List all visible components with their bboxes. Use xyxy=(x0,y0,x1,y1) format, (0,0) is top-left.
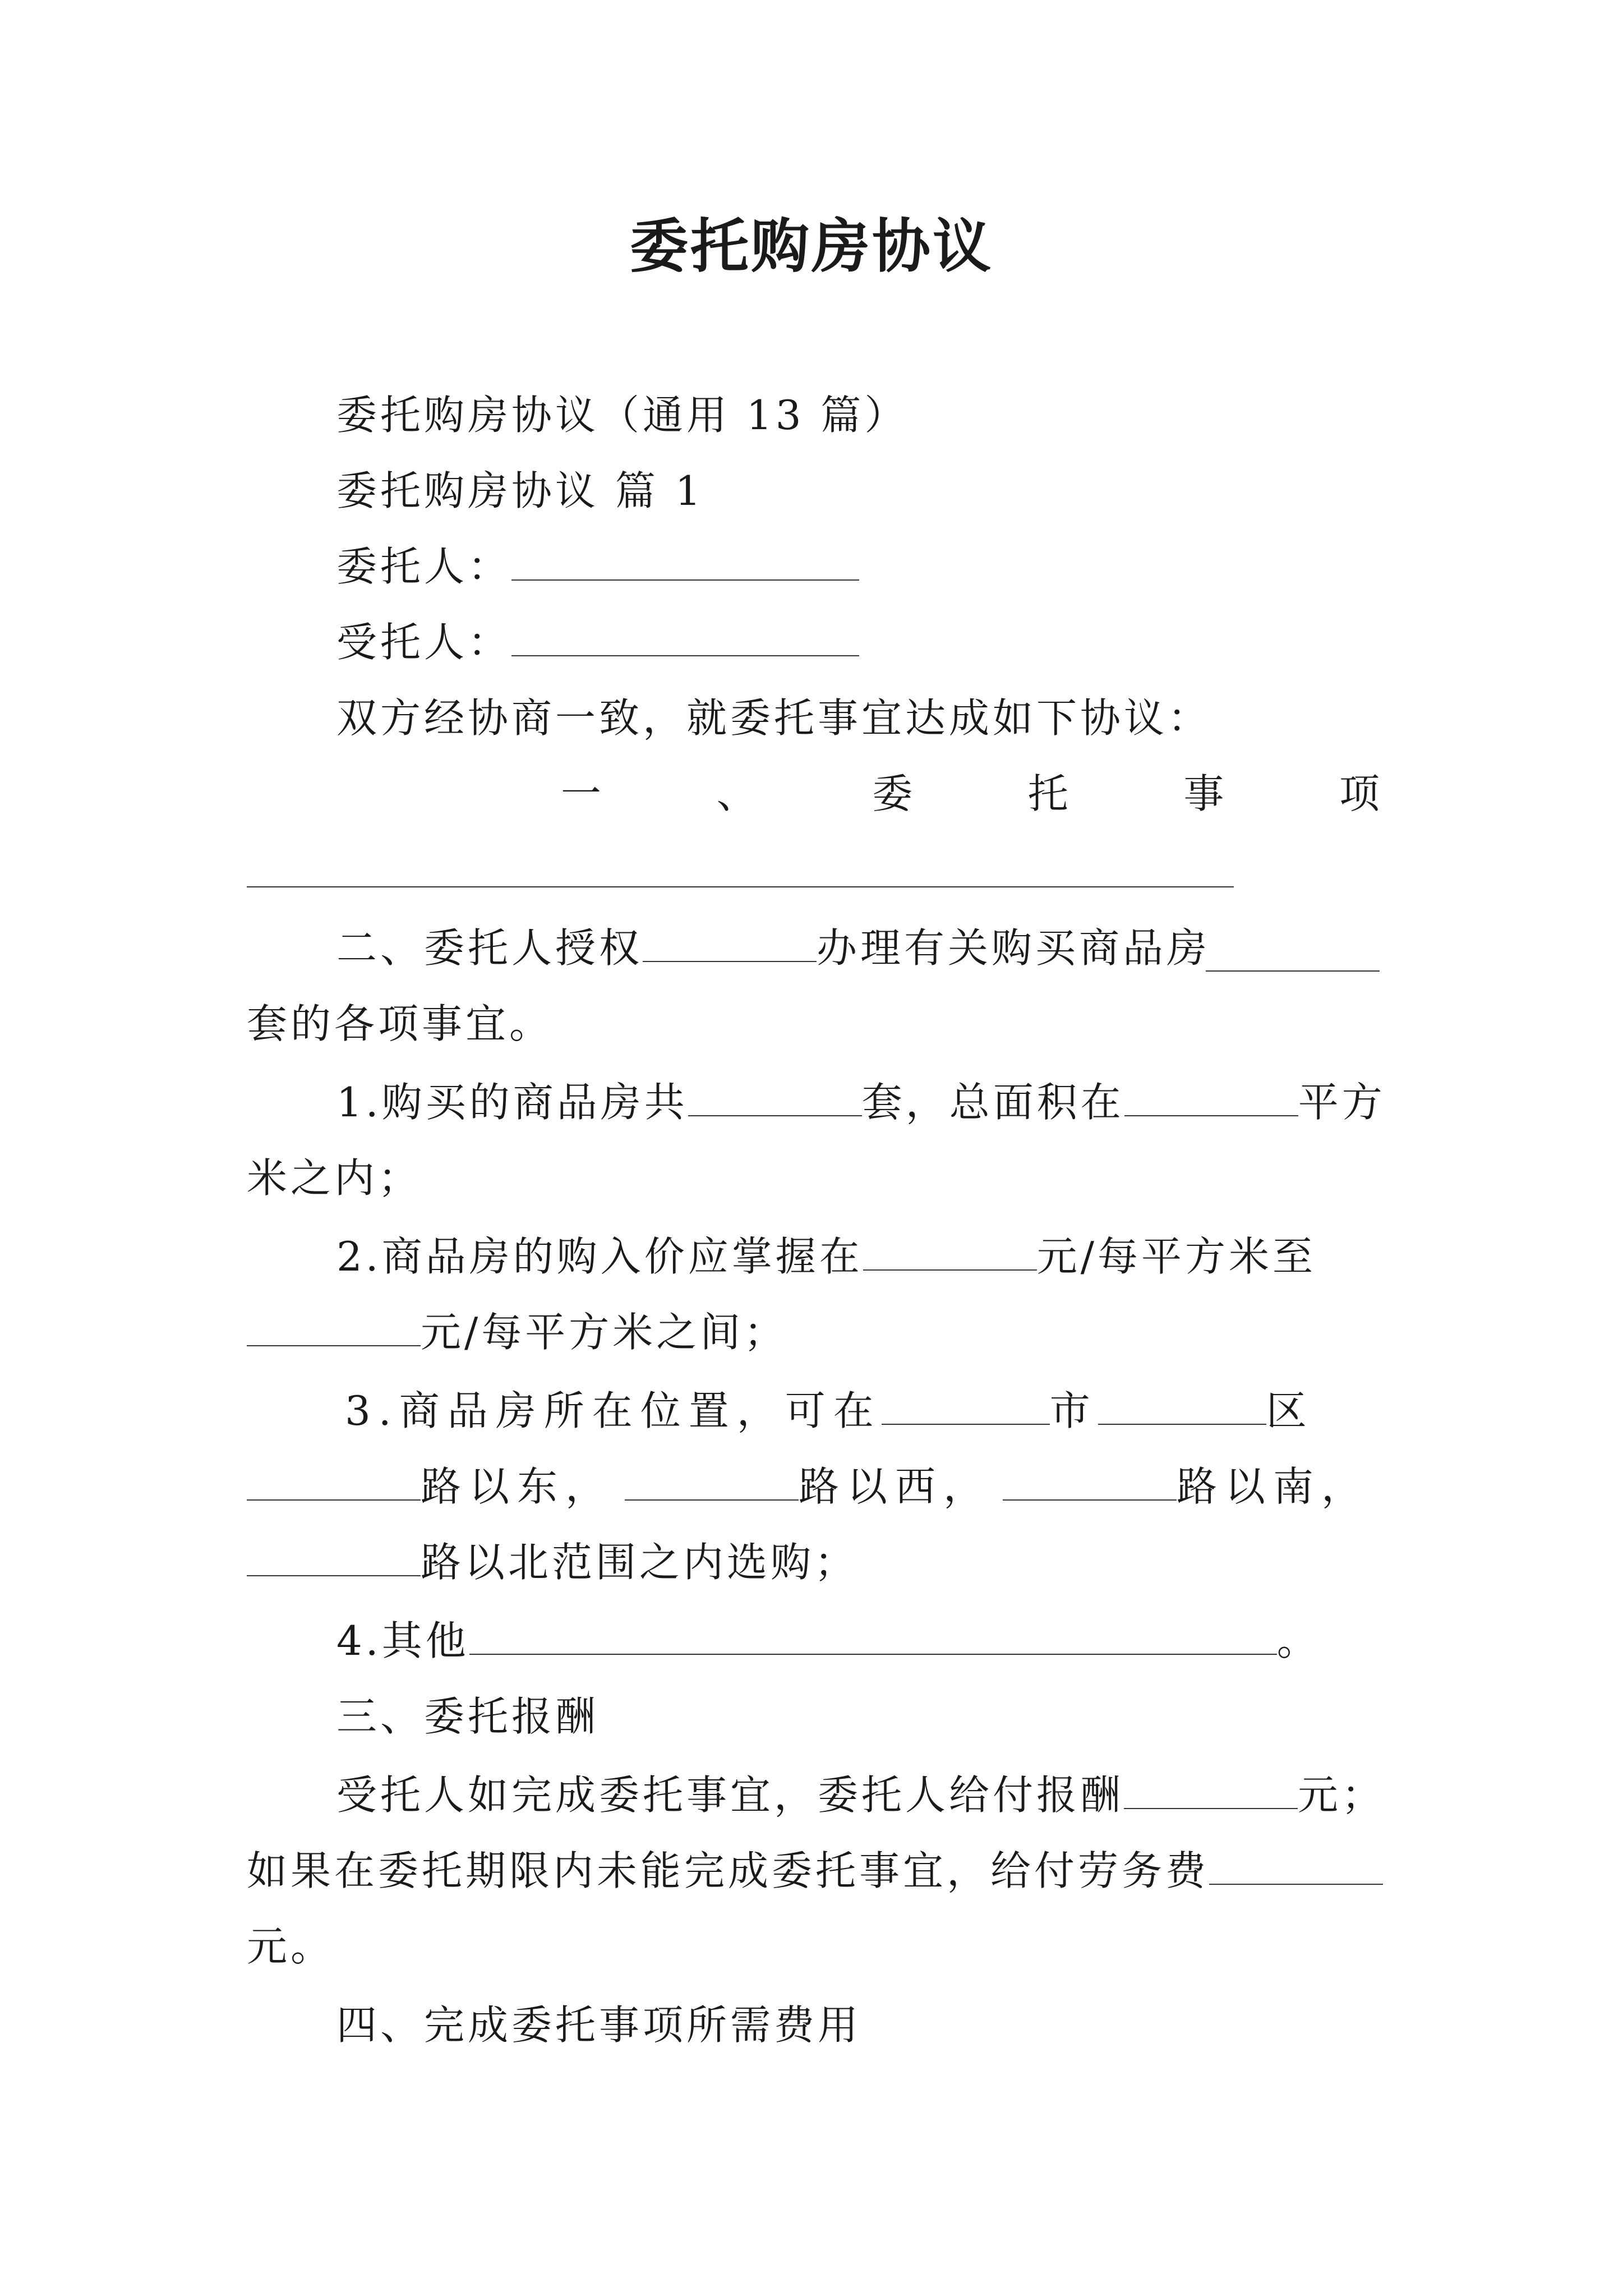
clause-four-heading xyxy=(336,1997,861,2053)
road-north-blank xyxy=(247,1542,421,1576)
agreement-intro xyxy=(336,690,1211,746)
clause-three-text-c: 如果在委托期限内未能完成委托事宜，给付劳务费 xyxy=(247,1847,1210,1894)
subtitle-line xyxy=(336,387,908,443)
road-west-blank xyxy=(625,1466,799,1501)
clause-one-char: 托 xyxy=(1027,770,1068,817)
clause-one-heading xyxy=(561,766,1380,822)
item-two-line xyxy=(336,1228,1316,1285)
item-one-blank-area xyxy=(1124,1082,1298,1116)
item-one-text-a: 1.购买的商品房共 xyxy=(336,1079,688,1126)
item-four-end: 。 xyxy=(1276,1617,1321,1664)
item-two-blank-max xyxy=(247,1312,421,1346)
clause-three-text-d: 元。 xyxy=(247,1923,335,1970)
clause-two-blank-count xyxy=(1206,937,1380,972)
road-east-blank xyxy=(247,1466,421,1501)
item-four-text: 4.其他 xyxy=(336,1617,469,1664)
clause-three-line-2 xyxy=(247,1843,1383,1899)
item-two-text-b: 元/每平方米至 xyxy=(1036,1233,1316,1280)
road-west-text: 路以西， xyxy=(799,1463,992,1510)
road-south-text: 路以南， xyxy=(1177,1463,1370,1510)
road-north-text: 路以北范围之内选购； xyxy=(421,1539,859,1586)
road-east-text: 路以东， xyxy=(421,1463,614,1510)
clause-two-cont xyxy=(247,996,553,1052)
principal-label: 委托人： xyxy=(336,543,512,590)
section-heading-text: 委托购房协议 篇 1 xyxy=(336,467,704,514)
item-three-text-c: 区 xyxy=(1266,1387,1315,1434)
item-three-blank-district xyxy=(1098,1390,1266,1425)
clause-three-heading-text: 三、委托报酬 xyxy=(336,1693,600,1740)
clause-two-text-a: 二、委托人授权 xyxy=(336,924,643,972)
road-south-blank xyxy=(1003,1466,1177,1501)
agent-blank xyxy=(511,622,859,656)
item-one-cont-text: 米之内； xyxy=(247,1154,422,1202)
item-three-line xyxy=(345,1383,1315,1439)
item-three-cont xyxy=(247,1534,858,1590)
item-one-text-b: 套，总面积在 xyxy=(861,1079,1124,1126)
clause-one-blank xyxy=(247,886,1234,887)
clause-two-cont-text: 套的各项事宜。 xyxy=(247,1000,554,1047)
item-three-roads xyxy=(247,1458,1370,1515)
clause-one-char: 项 xyxy=(1339,770,1380,817)
clause-three-line-1 xyxy=(336,1767,1385,1823)
clause-one-char: 事 xyxy=(1183,770,1224,817)
item-three-text-a: 3.商品房所在位置，可在 xyxy=(345,1387,882,1434)
item-two-text-a: 2.商品房的购入价应掌握在 xyxy=(336,1233,863,1280)
clause-two-text-b: 办理有关购买商品房 xyxy=(817,924,1211,972)
agent-label: 受托人： xyxy=(336,619,512,666)
item-one-line xyxy=(336,1074,1386,1130)
principal-line xyxy=(336,539,859,595)
subtitle-text: 委托购房协议（通用 13 篇） xyxy=(336,392,909,439)
reward-blank xyxy=(1124,1774,1298,1809)
clause-three-heading xyxy=(336,1688,599,1745)
item-one-cont xyxy=(247,1150,422,1206)
item-four-blank xyxy=(469,1620,1277,1655)
clause-two-line xyxy=(336,920,1210,976)
principal-blank xyxy=(511,546,859,581)
section-heading xyxy=(336,463,704,519)
item-three-blank-city xyxy=(882,1390,1050,1425)
clause-three-line-3 xyxy=(247,1918,334,1975)
clause-one-char: 一 xyxy=(561,770,602,817)
item-two-cont xyxy=(247,1304,787,1360)
item-one-blank-count xyxy=(688,1082,862,1116)
clause-two-blank-agent xyxy=(643,927,817,962)
item-one-text-c: 平方 xyxy=(1298,1079,1386,1126)
service-fee-blank xyxy=(1209,1850,1383,1885)
item-two-cont-text: 元/每平方米之间； xyxy=(421,1309,788,1356)
clause-one-char: 、 xyxy=(716,770,757,817)
item-two-blank-min xyxy=(863,1236,1037,1271)
clause-three-text-a: 受托人如完成委托事宜，委托人给付报酬 xyxy=(336,1772,1124,1819)
clause-one-char: 委 xyxy=(872,770,913,817)
item-three-text-b: 市 xyxy=(1049,1387,1098,1434)
clause-four-heading-text: 四、完成委托事项所需费用 xyxy=(336,2001,862,2049)
agreement-intro-text: 双方经协商一致，就委托事宜达成如下协议： xyxy=(336,694,1212,742)
item-four-line xyxy=(336,1613,1321,1669)
clause-three-text-b: 元； xyxy=(1298,1772,1386,1819)
document-title: 委托购房协议 xyxy=(629,211,993,280)
agent-line xyxy=(336,614,859,670)
